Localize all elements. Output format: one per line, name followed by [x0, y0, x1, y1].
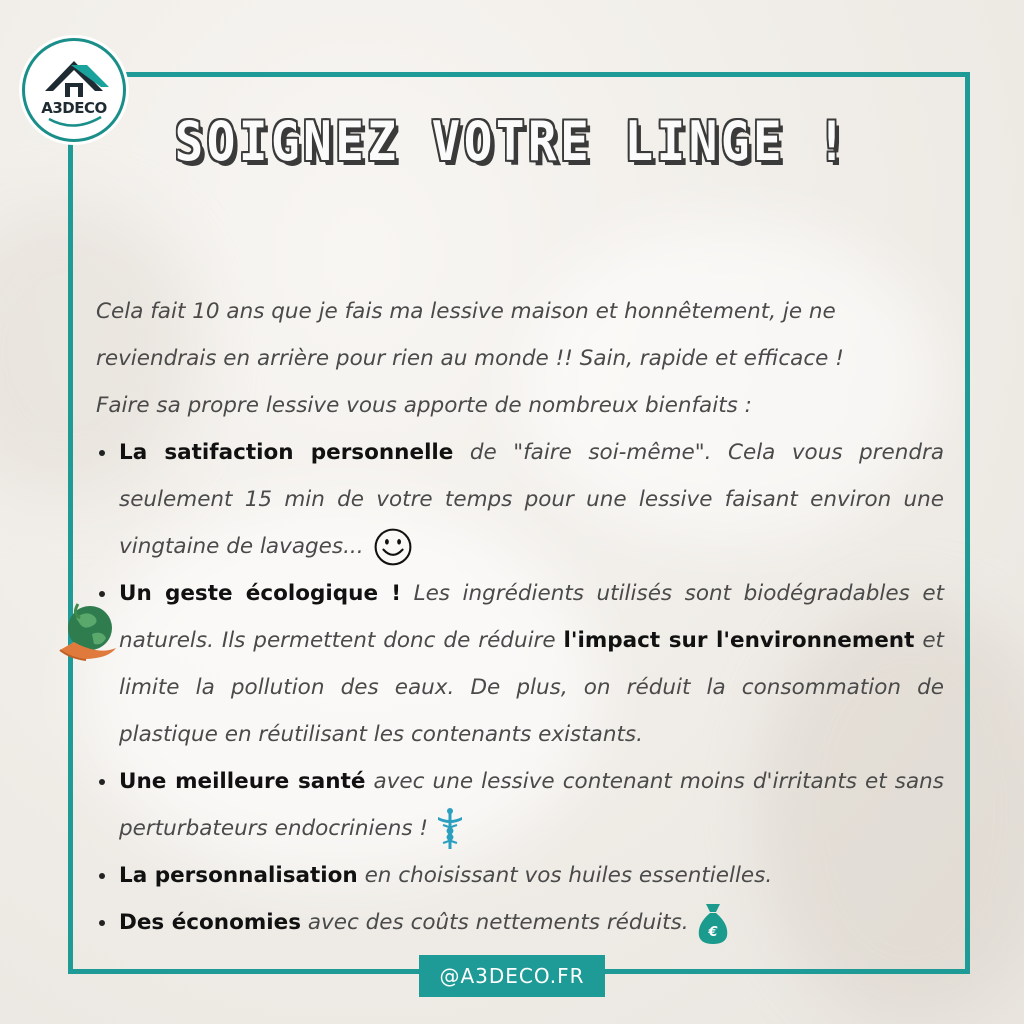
intro-line: Cela fait 10 ans que je fais ma lessive maison et honnêtement, je ne	[96, 299, 836, 324]
smiley-icon	[370, 527, 416, 567]
benefit-text: de "faire soi-même". Cela vous prendra seulement 15 min de votre temps pour une lessive faisant environ une vingtaine de lavages...	[119, 440, 944, 559]
benefit-highlight: l'impact sur l'environnement	[563, 628, 915, 653]
benefit-item	[96, 899, 944, 946]
benefit-item	[96, 852, 944, 899]
benefit-title: Des économies	[119, 910, 302, 935]
benefits-list	[96, 429, 944, 946]
intro-line: Faire sa propre lessive vous apporte de nombreux bienfaits :	[96, 393, 752, 418]
social-handle: @A3DECO.FR	[419, 955, 605, 997]
main-content	[96, 288, 944, 946]
caduceus-icon	[435, 807, 465, 851]
benefit-title: La personnalisation	[119, 863, 358, 888]
benefit-item	[96, 758, 944, 852]
earth-in-hand-icon	[56, 600, 120, 672]
benefit-title: Un geste écologique !	[119, 581, 402, 606]
benefit-title: La satifaction personnelle	[119, 440, 454, 465]
benefit-text: avec une lessive contenant moins d'irritants et sans perturbateurs endocriniens !	[119, 769, 944, 841]
money-bag-icon	[695, 900, 731, 946]
benefit-text: en choisissant vos huiles essentielles.	[357, 863, 773, 888]
intro-paragraph	[96, 288, 944, 429]
intro-line: reviendrais en arrière pour rien au monde !! Sain, rapide et efficace !	[96, 346, 844, 371]
benefit-item	[96, 429, 944, 570]
benefit-text: et limite la pollution des eaux. De plus, on réduit la consommation de plastique en réutilisant les contenants existants.	[119, 628, 944, 747]
page-title: SOIGNEZ VOTRE LINGE !	[174, 110, 850, 173]
benefit-title: Une meilleure santé	[119, 769, 366, 794]
benefit-text: Les ingrédients utilisés sont biodégradables et naturels. Ils permettent donc de réduire	[119, 581, 944, 653]
benefit-item	[96, 570, 944, 758]
svg-text:€: €	[708, 925, 718, 940]
benefit-text: avec des coûts nettements réduits.	[301, 910, 696, 935]
logo-text: A3DECO	[41, 99, 107, 117]
